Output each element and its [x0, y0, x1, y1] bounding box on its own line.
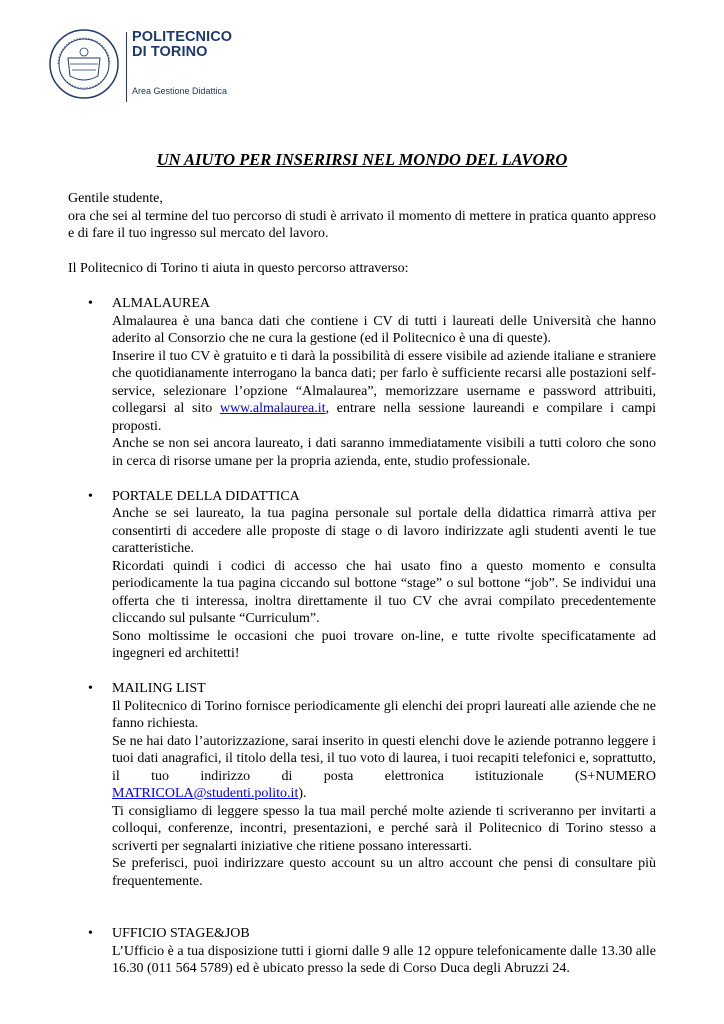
page-title: UN AIUTO PER INSERIRSI NEL MONDO DEL LAVORO: [156, 150, 568, 169]
header-divider: [126, 32, 127, 102]
institution-name: POLITECNICO DI TORINO: [132, 29, 233, 60]
section-heading: MAILING LIST: [112, 681, 206, 696]
section-heading: UFFICIO STAGE&JOB: [112, 926, 250, 941]
greeting: Gentile studente,: [68, 191, 163, 206]
section-paragraph: Se preferisci, puoi indirizzare questo account su un altro account che pensi di consultare più frequentemente.: [112, 856, 656, 889]
almalaurea-link[interactable]: www.almalaurea.it: [219, 401, 326, 416]
letterhead: [48, 28, 308, 108]
department-name: Area Gestione Didattica: [132, 86, 228, 96]
section-paragraph: Anche se non sei ancora laureato, i dati saranno immediatamente visibili a tutti coloro che sono in cerca di risorse umane per la propria azienda, ente, studio professionale.: [112, 436, 656, 469]
section-paragraph: Il Politecnico di Torino fornisce periodicamente gli elenchi dei propri laureati alle aziende che ne fanno richiesta.: [112, 698, 656, 731]
section-paragraph: Anche se sei laureato, la tua pagina personale sul portale della didattica rimarrà attiva per consentirti di accedere alle proposte di stage o di lavoro indirizzate agli studenti aventi le tue caratteristiche.: [112, 506, 656, 556]
section-paragraph: L’Ufficio è a tua disposizione tutti i giorni dalle 9 alle 12 oppure telefonicamente dalle 13.30 alle 16.30 (011 564 5789) ed è ubicato presso la sede di Corso Duca degli Abruzzi 24.: [112, 943, 656, 976]
section-almalaurea: [68, 295, 656, 470]
section-mailing-list: [68, 680, 656, 890]
bullet-icon: •: [88, 681, 93, 696]
section-paragraph: Sono moltissime le occasioni che puoi trovare on-line, e tutte rivolte specificatamente ad ingegneri ed architetti!: [112, 628, 656, 661]
section-heading: PORTALE DELLA DIDATTICA: [112, 488, 300, 504]
intro-text: ora che sei al termine del tuo percorso di studi è arrivato il momento di mettere in pratica quanto appreso e di fare il tuo ingresso sul mercato del lavoro.: [68, 208, 656, 241]
letter-body: [68, 190, 656, 978]
bullet-icon: •: [88, 926, 93, 941]
section-ufficio-stage-job: [68, 925, 656, 978]
section-portale: [68, 488, 656, 663]
section-paragraph: Almalaurea è una banca dati che contiene i CV di tutti i laureati delle Università che hanno aderito al Consorzio che ne cura la gestione (ed il Politecnico è una di queste).: [112, 313, 656, 346]
email-link[interactable]: MATRICOLA@studenti.polito.it: [112, 786, 299, 801]
section-paragraph: Inserire il tuo CV è gratuito e ti darà la possibilità di essere visibile ad aziende italiane e straniere che quotidianamente interrogano la banca dati; per farlo è sufficiente recarsi alle postazioni self-service, selezionare l’opzione “Almalaurea”, memorizzare username e password attribuiti, collegarsi al sito www.almalaurea.it, entrare nella sessione laureandi e compilare i campi proposti.: [112, 348, 656, 434]
bullet-icon: •: [88, 296, 93, 311]
intro-lead: Il Politecnico di Torino ti aiuta in questo percorso attraverso:: [68, 261, 409, 276]
section-paragraph: Ti consigliamo di leggere spesso la tua mail perché molte aziende ti scriveranno per invitarti a colloqui, conferenze, incontri, presentazioni, e perché sarà il Politecnico di Torino stesso a scriverti per segnalarti iniziative che ritiene possano interessarti.: [112, 803, 656, 854]
section-paragraph: Se ne hai dato l’autorizzazione, sarai inserito in questi elenchi dove le aziende potranno leggere i tuoi dati anagrafici, il titolo della tesi, il tuo voto di laurea, i tuoi recapiti telefonici e, soprattutto, il tuo indirizzo di posta elettronica istituzionale (S+NUMERO MATRICOLA@studenti.polito.it).: [112, 733, 656, 801]
section-heading: ALMALAUREA: [112, 296, 210, 311]
bullet-icon: •: [88, 488, 93, 504]
politecnico-seal-icon: [48, 28, 120, 100]
section-paragraph: Ricordati quindi i codici di accesso che hai usato fino a questo momento e consulta periodicamente la tua pagina ciccando sul bottone “stage” o sul bottone “job”. Se individui una offerta che ti interessa, inoltra direttamente il tuo CV che avrai compilato precedentemente cliccando sul pulsante “Curriculum”.: [112, 558, 656, 626]
